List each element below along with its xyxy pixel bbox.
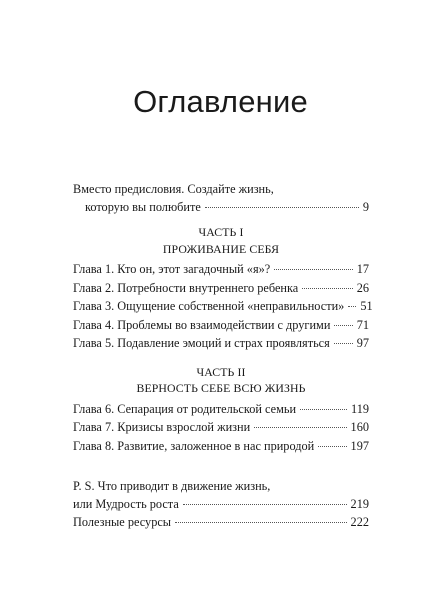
part1-label: ЧАСТЬ I	[198, 225, 244, 239]
chapter-page-number: 97	[356, 336, 369, 350]
table-of-contents	[73, 181, 373, 533]
toc-entry-chapter-8[interactable]	[73, 438, 369, 456]
chapter-title: Глава 4. Проблемы во взаимодействии с другими	[73, 317, 331, 332]
postscript-page-number: 219	[350, 496, 369, 511]
resources-entry[interactable]	[73, 514, 369, 532]
chapter-page-number: 119	[351, 401, 369, 416]
resources-page-number: 222	[350, 515, 369, 529]
preface-title-line1: Вместо предисловия. Создайте жизнь,	[73, 182, 274, 196]
chapter-title: Глава 3. Ощущение собственной «неправильности»	[73, 299, 345, 313]
dot-leader	[334, 325, 352, 326]
dot-leader	[334, 343, 353, 344]
dot-leader	[300, 409, 347, 410]
resources-title: Полезные ресурсы	[73, 515, 172, 529]
toc-entry-chapter-7[interactable]	[73, 419, 369, 437]
chapter-page-number: 71	[356, 317, 369, 332]
chapter-title: Глава 1. Кто он, этот загадочный «я»?	[73, 262, 271, 276]
dot-leader	[205, 207, 359, 208]
chapter-title: Глава 2. Потребности внутреннего ребенка	[73, 280, 299, 295]
toc-entry-chapter-4[interactable]	[73, 317, 369, 335]
dot-leader	[274, 269, 352, 270]
dot-leader	[183, 504, 347, 505]
chapter-page-number: 51	[360, 299, 373, 313]
chapter-page-number: 197	[350, 438, 369, 453]
part2-subtitle: ВЕРНОСТЬ СЕБЕ ВСЮ ЖИЗНЬ	[136, 381, 306, 395]
postscript-entry[interactable]	[73, 496, 369, 514]
part1-subtitle: ПРОЖИВАНИЕ СЕБЯ	[162, 241, 280, 256]
postscript-title-line1: P. S. Что приводит в движение жизнь,	[73, 479, 271, 493]
toc-entry-chapter-1[interactable]	[73, 261, 369, 279]
chapter-title: Глава 6. Сепарация от родительской семьи	[73, 401, 297, 416]
chapter-title: Глава 5. Подавление эмоций и страх проявляться	[73, 336, 330, 350]
toc-entry-chapter-3[interactable]	[73, 298, 373, 316]
dot-leader	[254, 427, 346, 428]
part2-label: ЧАСТЬ II	[196, 364, 246, 379]
chapter-page-number: 160	[350, 420, 369, 434]
postscript-title-line2: или Мудрость роста	[73, 496, 179, 511]
toc-entry-chapter-2[interactable]	[73, 280, 369, 298]
toc-entry-chapter-5[interactable]	[73, 335, 369, 353]
toc-entry-chapter-6[interactable]	[73, 401, 369, 419]
page-title: Оглавление	[133, 84, 308, 119]
dot-leader	[302, 288, 352, 289]
chapter-page-number: 17	[356, 262, 369, 276]
dot-leader	[318, 446, 346, 447]
chapter-title: Глава 8. Развитие, заложенное в нас природой	[73, 438, 315, 453]
chapter-page-number: 26	[356, 280, 369, 295]
preface-entry[interactable]	[73, 199, 369, 217]
dot-leader	[348, 306, 356, 307]
preface-title-line2: которую вы полюбите	[85, 199, 201, 214]
dot-leader	[175, 522, 346, 523]
chapter-title: Глава 7. Кризисы взрослой жизни	[73, 420, 251, 434]
preface-page-number: 9	[362, 199, 369, 214]
